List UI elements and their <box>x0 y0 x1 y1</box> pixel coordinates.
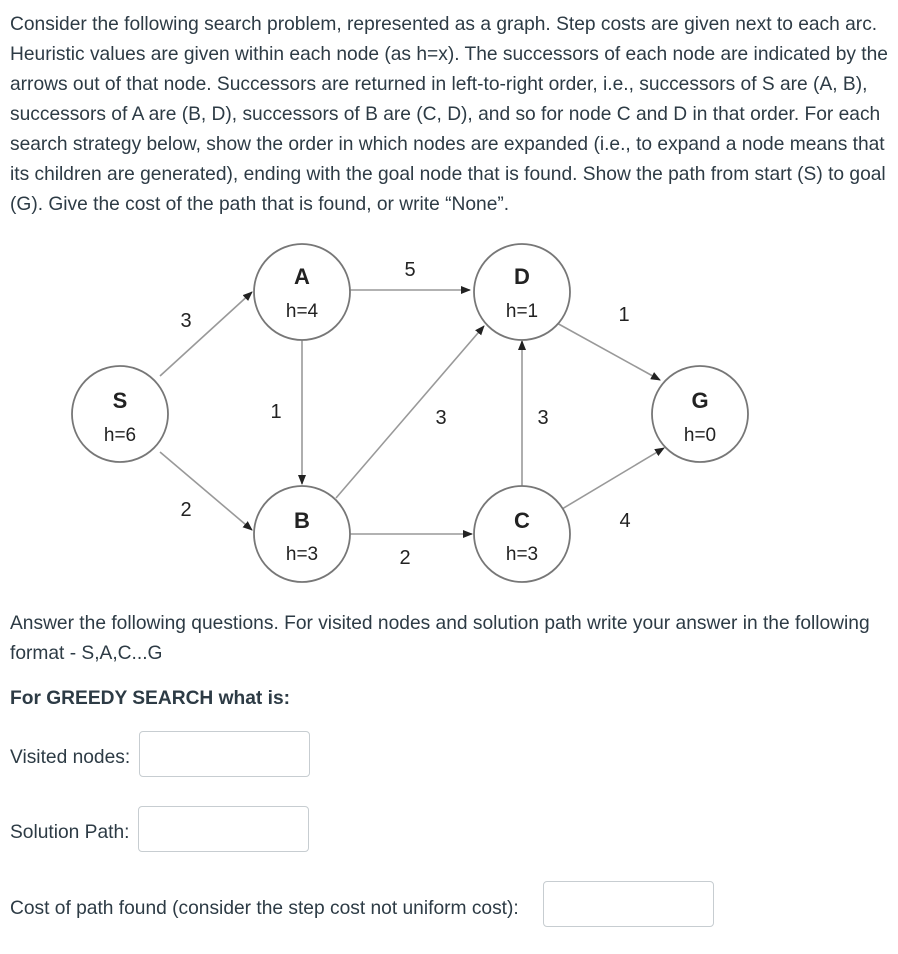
search-graph <box>0 232 898 602</box>
cost-c-g: 4 <box>619 510 631 532</box>
answer-instructions: Answer the following questions. For visited nodes and solution path write your answer in the following format - S,A,C...G <box>10 613 870 664</box>
cost-a-b: 1 <box>270 401 282 423</box>
node-g-h: h=0 <box>683 425 717 446</box>
node-d-h: h=1 <box>505 301 539 322</box>
cost-s-b: 2 <box>180 499 192 521</box>
edge-s-a <box>160 292 252 376</box>
node-c <box>474 486 570 582</box>
node-a <box>254 244 350 340</box>
solution-path-label: Solution Path: <box>10 822 130 843</box>
node-s-h: h=6 <box>103 425 137 446</box>
solution-path-input[interactable] <box>138 806 309 852</box>
edge-c-g <box>557 448 664 512</box>
visited-nodes-input[interactable] <box>139 731 310 777</box>
edge-d-g <box>555 322 660 380</box>
node-b-h: h=3 <box>285 544 319 565</box>
edge-b-d <box>336 326 484 498</box>
cost-s-a: 3 <box>180 310 192 332</box>
cost-b-c: 2 <box>399 547 411 569</box>
edge-s-b <box>160 452 252 530</box>
node-g <box>652 366 748 462</box>
node-s <box>72 366 168 462</box>
problem-statement: Consider the following search problem, represented as a graph. Step costs are given next to each arc. Heuristic values are given within each node (as h=x). The successors of each node are indicated by the arrows out of that node. Successors are returned in left-to-right order, i.e., successors of S are (A, B), successors of A are (B, D), successors of B are (C, D), and so for node C and D in that order. For each search strategy below, show the order in which nodes are expanded (i.e., to expand a node means that its children are generated), ending with the goal node that is found. Show the path from start (S) to goal (G). Give the cost of the path that is found, or write “None”. <box>10 14 888 215</box>
node-g-name: G <box>691 388 709 413</box>
node-s-name: S <box>112 388 128 413</box>
node-d-name: D <box>514 264 530 289</box>
node-c-h: h=3 <box>505 544 539 565</box>
node-a-name: A <box>294 264 310 289</box>
graph-edges <box>160 290 664 534</box>
cost-d-g: 1 <box>618 304 630 326</box>
visited-nodes-label: Visited nodes: <box>10 747 131 768</box>
cost-b-d: 3 <box>435 407 447 429</box>
cost-a-d: 5 <box>404 259 416 281</box>
node-c-name: C <box>514 508 530 533</box>
node-b-name: B <box>294 508 310 533</box>
node-a-h: h=4 <box>285 301 319 322</box>
node-b <box>254 486 350 582</box>
path-cost-input[interactable] <box>543 881 714 927</box>
node-d <box>474 244 570 340</box>
greedy-search-heading: For GREEDY SEARCH what is: <box>10 688 291 709</box>
path-cost-label: Cost of path found (consider the step cost not uniform cost): <box>10 898 519 919</box>
cost-c-d: 3 <box>537 407 549 429</box>
